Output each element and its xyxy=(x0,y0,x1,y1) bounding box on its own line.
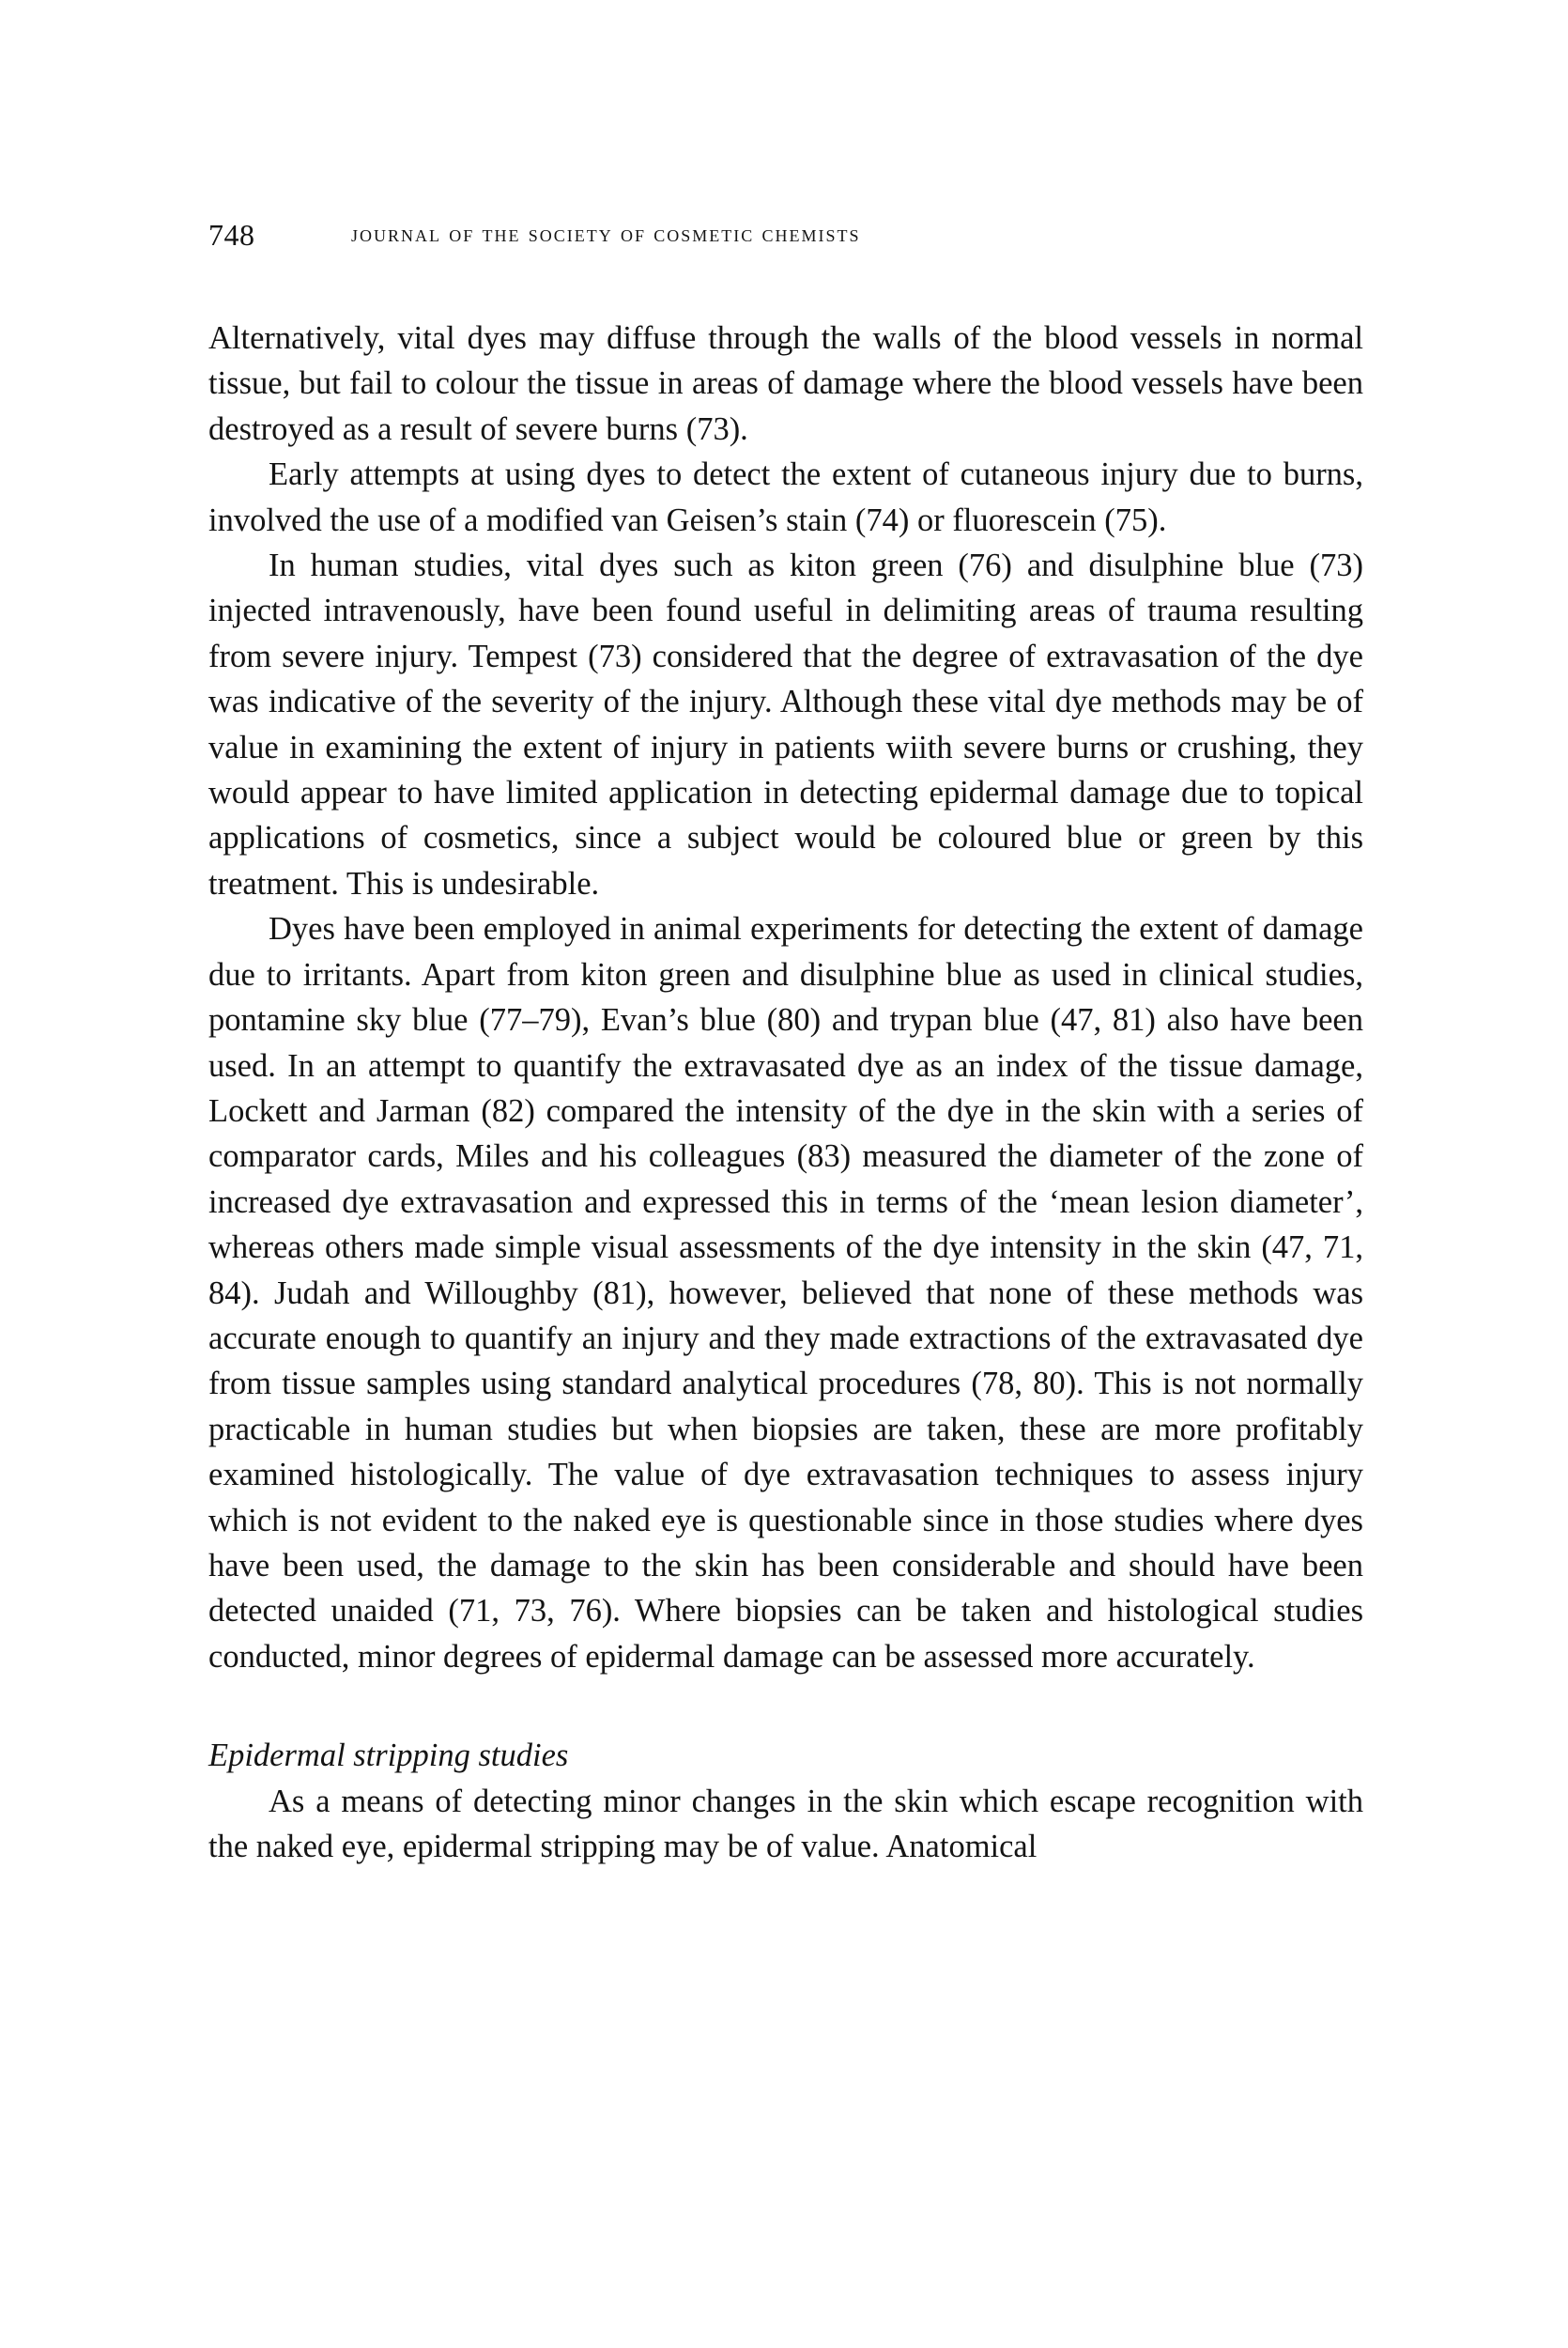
paragraph-epidermal-stripping: As a means of detecting minor changes in the skin which escape recognition with the naked eye, epidermal stripping may be of value. Anatomical xyxy=(208,1783,1363,1864)
journal-title: journal of the society of cosmetic chemists xyxy=(351,222,861,247)
page xyxy=(208,218,1363,1869)
section-body xyxy=(208,1779,1363,1870)
running-head xyxy=(208,218,1363,265)
paragraph-animal-experiments: Dyes have been employed in animal experiments for detecting the extent of damage due to irritants. Apart from kiton green and disulphine blue as used in clinical studies, pontamine sky blue (77–79), Evan’s blue (80) and trypan blue (47, 81) also have been used. In an attempt to quantify the extravasated dye as an index of the tissue damage, Lockett and Jarman (82) compared the intensity of the dye in the skin with a series of comparator cards, Miles and his colleagues (83) measured the diameter of the zone of increased dye extravasation and expressed this in terms of the ‘mean lesion diameter’, whereas others made simple visual assessments of the dye intensity in the skin (47, 71, 84). Judah and Willoughby (81), however, believed that none of these methods was accurate enough to quantify an injury and they made extractions of the extravasated dye from tissue samples using standard analytical procedures (78, 80). This is not normally practicable in human studies but when biopsies are taken, these are more profitably examined histologically. The value of dye extravasation techniques to assess injury which is not evident to the naked eye is questionable since in those studies where dyes have been used, the damage to the skin has been considerable and should have been detected unaided (71, 73, 76). Where biopsies can be taken and histological studies conducted, minor degrees of epidermal damage can be assessed more accurately. xyxy=(208,911,1363,1675)
paragraph-vital-dyes-diffusion: Alternatively, vital dyes may diffuse through the walls of the blood vessels in normal tissue, but fail to colour the tissue in areas of damage where the blood vessels have been destroyed as a result of severe burns (73). xyxy=(208,320,1363,447)
page-number: 748 xyxy=(208,218,255,252)
section-heading-epidermal-stripping: Epidermal stripping studies xyxy=(208,1738,569,1774)
paragraph-human-studies: In human studies, vital dyes such as kiton green (76) and disulphine blue (73) injected intravenously, have been found useful in delimiting areas of trauma resulting from severe injury. Tempest (73) considered that the degree of extravasation of the dye was indicative of the severity of the injury. Although these vital dye methods may be of value in examining the extent of injury in patients wiith severe burns or crushing, they would appear to have limited application in detecting epidermal damage due to topical applications of cosmetics, since a subject would be coloured blue or green by this treatment. This is undesirable. xyxy=(208,548,1363,902)
paragraph-early-attempts: Early attempts at using dyes to detect the extent of cutaneous injury due to burns, involved the use of a modified van Geisen’s stain (74) or fluorescein (75). xyxy=(208,456,1363,538)
body-text xyxy=(208,316,1363,1679)
